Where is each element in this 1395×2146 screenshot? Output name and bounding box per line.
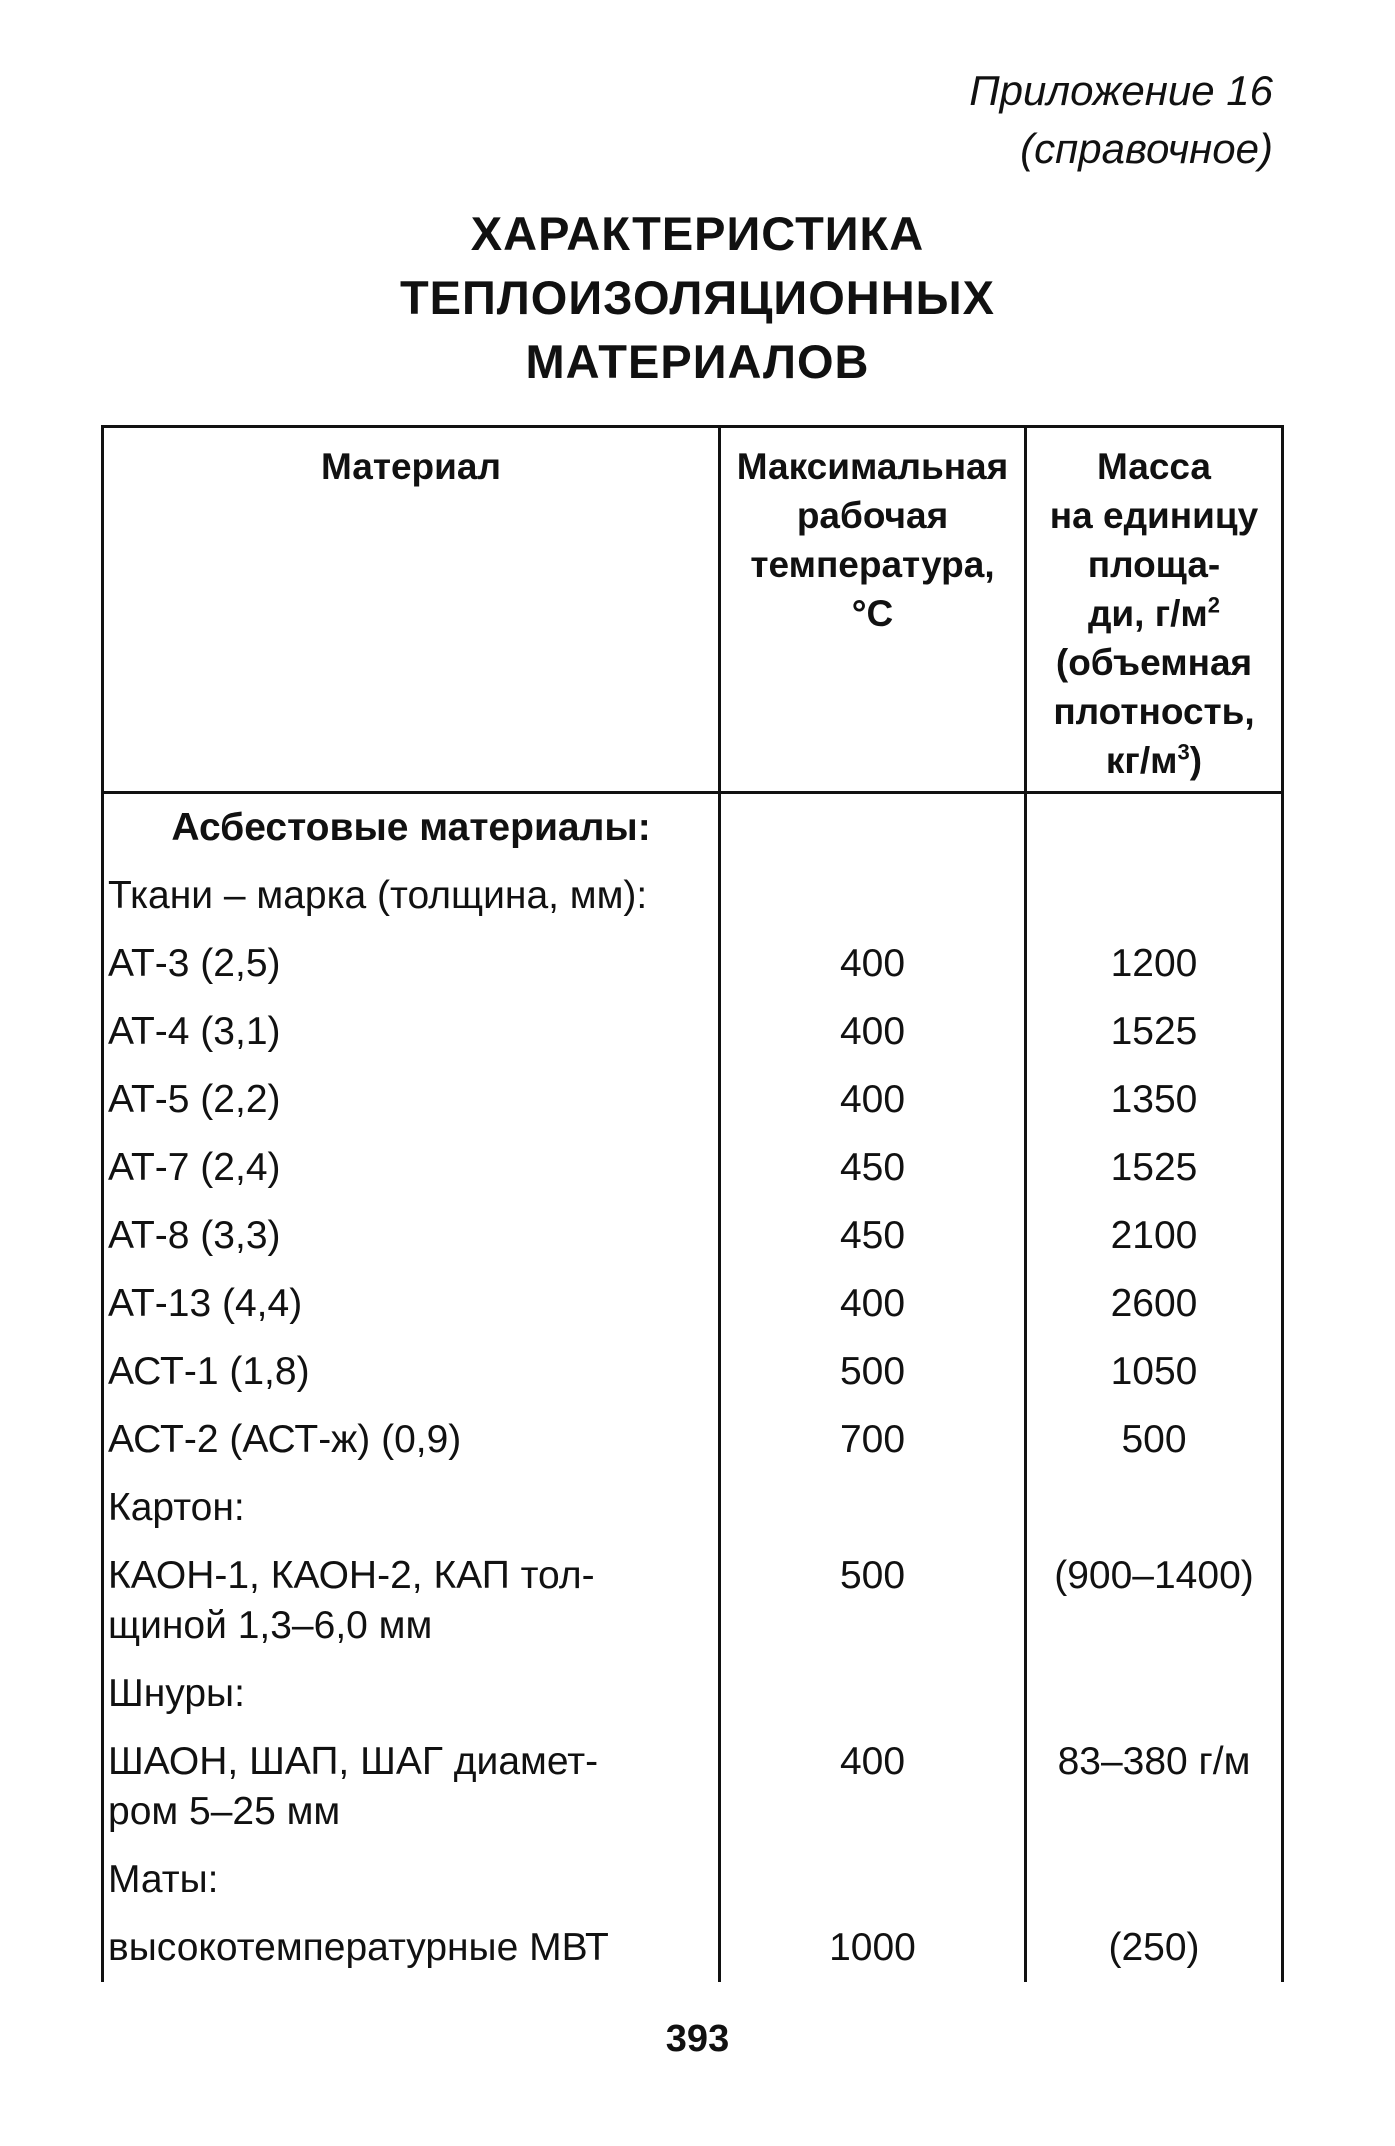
appendix-label — [969, 62, 1273, 178]
temperature-value: 400 — [720, 998, 1026, 1066]
mass-value: 500 — [1026, 1406, 1283, 1474]
material-name: АТ-13 (4,4) — [103, 1270, 720, 1338]
appendix-type: (справочное) — [1020, 125, 1273, 172]
material-name: высокотемпературные МВТ — [103, 1914, 720, 1982]
temperature-value: 400 — [720, 1270, 1026, 1338]
subgroup-heading: Картон: — [103, 1474, 720, 1542]
material-name: АТ-7 (2,4) — [103, 1134, 720, 1202]
materials-table — [101, 425, 1284, 1982]
temperature-value: 400 — [720, 1728, 1026, 1846]
mass-value: 2600 — [1026, 1270, 1283, 1338]
table-row — [103, 1914, 1283, 1982]
temperature-value: 1000 — [720, 1914, 1026, 1982]
table-row — [103, 1728, 1283, 1846]
title-line-3: МАТЕРИАЛОВ — [525, 335, 870, 388]
page-number: 393 — [665, 2018, 730, 2060]
temperature-value: 450 — [720, 1134, 1026, 1202]
subgroup-heading: Шнуры: — [103, 1660, 720, 1728]
material-name: ШАОН, ШАП, ШАГ диамет- ром 5–25 мм — [103, 1728, 720, 1846]
table-row — [103, 1846, 1283, 1914]
page-title — [0, 202, 1395, 394]
temperature-value: 500 — [720, 1542, 1026, 1660]
table-row — [103, 930, 1283, 998]
mass-value: (250) — [1026, 1914, 1283, 1982]
title-line-2: ТЕПЛОИЗОЛЯЦИОННЫХ — [399, 271, 996, 324]
header-max-temperature: Максимальная рабочая температура, °С — [720, 427, 1026, 793]
material-name: АТ-8 (3,3) — [103, 1202, 720, 1270]
mass-value: 1200 — [1026, 930, 1283, 998]
material-name: АТ-3 (2,5) — [103, 930, 720, 998]
table-row — [103, 1066, 1283, 1134]
table-row — [103, 1202, 1283, 1270]
table-row — [103, 793, 1283, 863]
mass-value: 1525 — [1026, 1134, 1283, 1202]
mass-value: (900–1400) — [1026, 1542, 1283, 1660]
temperature-value: 500 — [720, 1338, 1026, 1406]
table-row — [103, 998, 1283, 1066]
appendix-number: Приложение 16 — [969, 67, 1273, 114]
temperature-value: 400 — [720, 930, 1026, 998]
table-row — [103, 1134, 1283, 1202]
header-mass: Масса на единицу площа- ди, $г/м^2$ (объемная плотность, $кг/м^3$) — [1026, 427, 1283, 793]
material-name: АСТ-2 (АСТ-ж) (0,9) — [103, 1406, 720, 1474]
material-name: КАОН-1, КАОН-2, КАП тол- щиной 1,3–6,0 мм — [103, 1542, 720, 1660]
material-name: АСТ-1 (1,8) — [103, 1338, 720, 1406]
temperature-value: 700 — [720, 1406, 1026, 1474]
mass-value: 1525 — [1026, 998, 1283, 1066]
subgroup-heading: Маты: — [103, 1846, 720, 1914]
table-row — [103, 1474, 1283, 1542]
table-row — [103, 1660, 1283, 1728]
table-row — [103, 1338, 1283, 1406]
temperature-value: 400 — [720, 1066, 1026, 1134]
header-material: Материал — [103, 427, 720, 793]
table-row — [103, 1270, 1283, 1338]
subgroup-heading: Ткани – марка (толщина, мм): — [103, 862, 720, 930]
mass-value: 2100 — [1026, 1202, 1283, 1270]
mass-value: 83–380 г/м — [1026, 1728, 1283, 1846]
group-heading: Асбестовые материалы: — [103, 793, 720, 863]
material-name: АТ-5 (2,2) — [103, 1066, 720, 1134]
table-row — [103, 1542, 1283, 1660]
table-header-row — [103, 427, 1283, 793]
table-row — [103, 862, 1283, 930]
mass-value: 1050 — [1026, 1338, 1283, 1406]
title-line-1: ХАРАКТЕРИСТИКА — [470, 207, 925, 260]
temperature-value: 450 — [720, 1202, 1026, 1270]
material-name: АТ-4 (3,1) — [103, 998, 720, 1066]
mass-value: 1350 — [1026, 1066, 1283, 1134]
table-row — [103, 1406, 1283, 1474]
